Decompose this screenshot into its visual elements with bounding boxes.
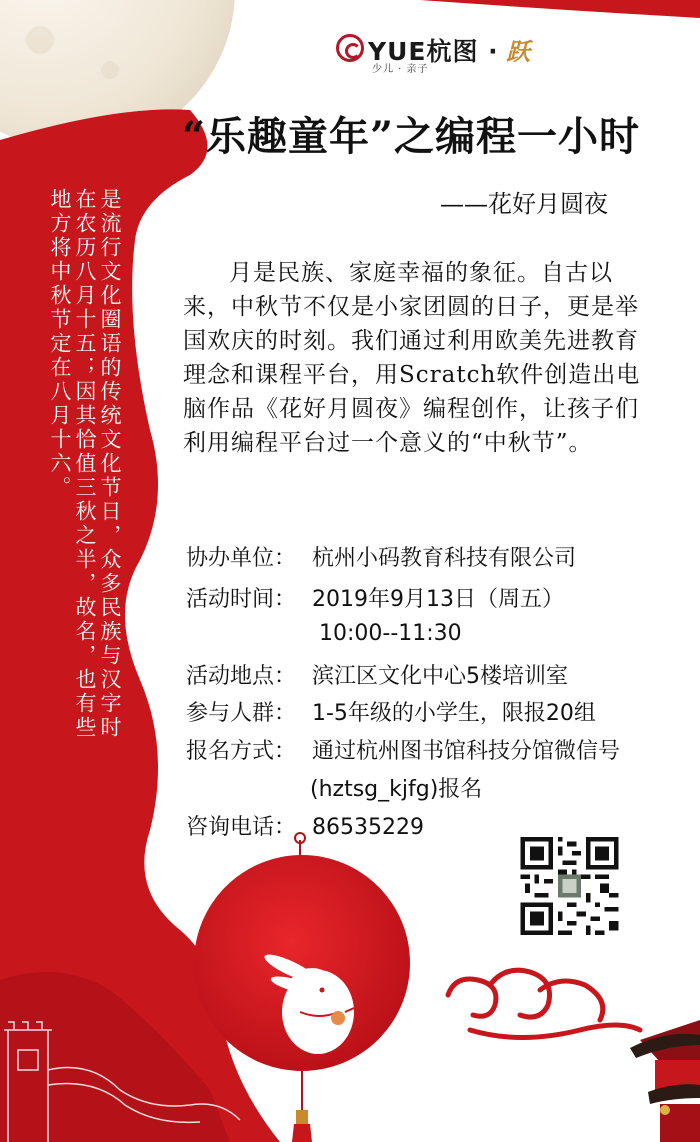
audience-value: 1-5年级的小学生，限报20组 bbox=[312, 701, 596, 726]
info-row-signup bbox=[186, 734, 620, 765]
qr-code-icon[interactable] bbox=[517, 837, 622, 935]
signup-value: 通过杭州图书馆科技分馆微信号 bbox=[312, 739, 621, 764]
info-row-audience bbox=[186, 696, 596, 727]
logo-brand-text: YUE杭图 · bbox=[368, 37, 499, 66]
signup-label: 报名方式： bbox=[186, 739, 297, 764]
phone-value[interactable]: 86535229 bbox=[312, 815, 424, 840]
audience-label: 参与人群： bbox=[186, 701, 297, 726]
organizer-label: 协办单位： bbox=[186, 546, 297, 571]
time-value-hours: 10:00--11:30 bbox=[319, 621, 462, 646]
auspicious-cloud-icon bbox=[448, 970, 640, 1037]
phone-label: 咨询电话： bbox=[186, 815, 297, 840]
intro-paragraph: 月是民族、家庭幸福的象征。自古以来，中秋节不仅是小家团圆的日子，更是举国欢庆的时刻。我们通过利用欧美先进教育理念和课程平台，用Scratch软件创造出电脑作品《花好月圆夜》编程创作，让孩子们利用编程平台过一个意义的“中秋节”。 bbox=[183, 260, 641, 456]
page-title: “乐趣童年”之编程一小时 bbox=[182, 113, 641, 160]
info-row-organizer bbox=[186, 541, 576, 572]
logo-subtitle: 少儿 · 亲子 bbox=[372, 64, 429, 75]
logo-mark-icon bbox=[336, 34, 364, 62]
brand-logo bbox=[336, 32, 546, 74]
logo-mark-text: 跃 bbox=[506, 37, 530, 66]
info-row-phone bbox=[186, 810, 424, 841]
place-label: 活动地点： bbox=[186, 664, 297, 689]
signup-value-account: (hztsg_kjfg)报名 bbox=[310, 777, 483, 802]
place-value: 滨江区文化中心5楼培训室 bbox=[312, 664, 568, 689]
sidebar-vertical-text: 是流行文化圈语的传统文化节日，众多民族与汉字时在农历八月十五；因其恰值三秋之半，故名，也有些地方将中秋节定在八月十六。 bbox=[48, 188, 122, 740]
time-value: 2019年9月13日（周五） bbox=[312, 587, 564, 612]
organizer-value: 杭州小码教育科技有限公司 bbox=[312, 546, 577, 571]
info-row-time bbox=[186, 582, 564, 613]
tassel-icon bbox=[292, 1071, 312, 1142]
time-label: 活动时间： bbox=[186, 587, 297, 612]
page-subtitle: ——花好月圆夜 bbox=[440, 190, 608, 218]
info-row-place bbox=[186, 659, 568, 690]
pavilion-icon bbox=[630, 1020, 700, 1142]
